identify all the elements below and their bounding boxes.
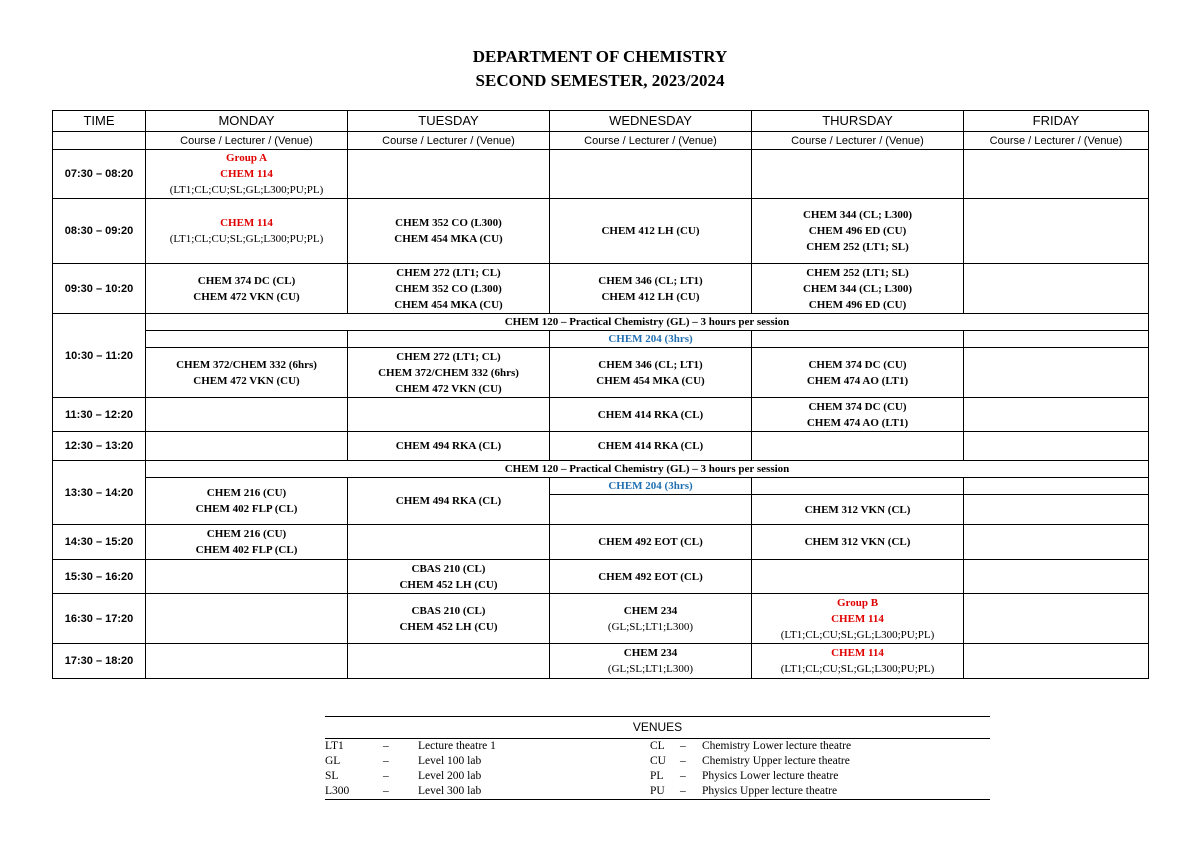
- course-line: CHEM 234: [623, 647, 678, 659]
- course-cell: [752, 199, 964, 264]
- course-line: CHEM 344 (CL; L300): [802, 209, 913, 221]
- empty-cell: [964, 495, 1149, 525]
- course-line: CBAS 210 (CL): [411, 604, 486, 617]
- course-line: CHEM 216 (CU): [206, 487, 287, 499]
- course-line: CHEM 454 MKA (CU): [394, 233, 503, 245]
- course-line: CHEM 452 LH (CU): [399, 578, 498, 591]
- course-cell: [752, 525, 964, 560]
- empty-cell: [964, 398, 1149, 432]
- col-header-wednesday: WEDNESDAY: [550, 111, 752, 132]
- course-line: CHEM 374 DC (CL): [197, 274, 296, 287]
- empty-cell: [550, 495, 752, 525]
- time-slot: 15:30 – 16:20: [53, 560, 146, 594]
- course-line: CHEM 374 DC (CU): [808, 400, 907, 413]
- course-line: CHEM 374 DC (CU): [808, 358, 907, 371]
- course-line: CHEM 492 EOT (CL): [598, 536, 703, 548]
- course-line: CHEM 474 AO (LT1): [806, 374, 909, 387]
- empty-cell: [964, 560, 1149, 594]
- empty-cell: [964, 199, 1149, 264]
- venue-dash: –: [680, 784, 702, 800]
- sub-header: Course / Lecturer / (Venue): [146, 132, 348, 150]
- course-line: CHEM 346 (CL; LT1): [598, 358, 703, 371]
- venue-dash: –: [680, 740, 686, 752]
- practical-banner: CHEM 120 – Practical Chemistry (GL) – 3 hours per session: [146, 314, 1149, 331]
- time-slot: 08:30 – 09:20: [53, 199, 146, 264]
- venue-dash: –: [383, 755, 389, 767]
- course-line: CHEM 312 VKN (CL): [804, 536, 911, 548]
- empty-cell: [964, 264, 1149, 314]
- group-label: Group B: [836, 596, 879, 609]
- course-line: CHEM 216 (CU): [206, 528, 287, 540]
- venue-code: PU: [650, 784, 680, 800]
- venue-name: Level 300 lab: [418, 784, 650, 800]
- practical-banner: CHEM 120 – Practical Chemistry (GL) – 3 hours per session: [146, 461, 1149, 478]
- course-line: CHEM 472 VKN (CU): [193, 374, 300, 387]
- course-cell: [348, 199, 550, 264]
- course-cell: [752, 264, 964, 314]
- course-cell: [348, 560, 550, 594]
- col-header-time: TIME: [53, 111, 146, 132]
- course-line: CHEM 454 MKA (CU): [596, 374, 705, 387]
- course-cell: [550, 644, 752, 679]
- course-cell: [146, 348, 348, 398]
- course-line: CHEM 494 RKA (CL): [395, 440, 502, 452]
- venue-list: (LT1;CL;CU;SL;GL;L300;PU;PL): [780, 628, 935, 641]
- course-line: CHEM 452 LH (CU): [399, 620, 498, 633]
- course-line: CHEM 234: [623, 604, 678, 617]
- course-cell: [752, 495, 964, 525]
- venue-list: (LT1;CL;CU;SL;GL;L300;PU;PL): [169, 184, 324, 196]
- venue-code: L300: [325, 784, 383, 800]
- time-slot: 13:30 – 14:20: [53, 461, 146, 525]
- time-slot: 11:30 – 12:20: [53, 398, 146, 432]
- course-cell: [550, 199, 752, 264]
- venue-name: Chemistry Upper lecture theatre: [702, 755, 850, 767]
- course-code: CHEM 114: [831, 647, 884, 659]
- sub-header: Course / Lecturer / (Venue): [752, 132, 964, 150]
- page-subtitle: SECOND SEMESTER, 2023/2024: [475, 71, 725, 90]
- sub-header: Course / Lecturer / (Venue): [964, 132, 1149, 150]
- course-line: CHEM 414 RKA (CL): [597, 440, 704, 452]
- course-cell: [550, 594, 752, 644]
- course-cell: [550, 348, 752, 398]
- course-line: CHEM 272 (LT1; CL): [396, 266, 501, 279]
- empty-cell: [752, 150, 964, 199]
- col-header-friday: FRIDAY: [964, 111, 1149, 132]
- venue-code: PL: [650, 770, 664, 782]
- empty-cell: [964, 525, 1149, 560]
- chem204-cell: CHEM 204 (3hrs): [550, 478, 752, 495]
- empty-cell: [348, 331, 550, 348]
- course-line: CHEM 492 EOT (CL): [598, 570, 703, 583]
- empty-cell: [146, 432, 348, 461]
- course-cell: [146, 525, 348, 560]
- course-line: CBAS 210 (CL): [411, 562, 486, 575]
- venues-title: VENUES: [325, 717, 990, 739]
- timetable: [52, 110, 1149, 679]
- course-cell: [752, 644, 964, 679]
- course-line: CHEM 372/CHEM 332 (6hrs): [378, 366, 519, 379]
- group-label: Group A: [225, 152, 268, 164]
- course-line: CHEM 496 ED (CU): [808, 225, 907, 237]
- course-cell: [146, 478, 348, 525]
- sub-header: Course / Lecturer / (Venue): [550, 132, 752, 150]
- empty-cell: [146, 594, 348, 644]
- course-code: CHEM 114: [220, 168, 273, 180]
- empty-cell: [964, 644, 1149, 679]
- course-line: CHEM 372/CHEM 332 (6hrs): [176, 358, 317, 371]
- course-cell: [146, 150, 348, 199]
- course-cell: [146, 199, 348, 264]
- course-cell: [348, 348, 550, 398]
- course-line: CHEM 352 CO (L300): [395, 217, 502, 229]
- course-code: CHEM 114: [831, 612, 884, 625]
- empty-cell: [752, 560, 964, 594]
- course-line: CHEM 272 (LT1; CL): [396, 350, 501, 363]
- venue-name: Chemistry Lower lecture theatre: [702, 740, 852, 752]
- course-line: CHEM 496 ED (CU): [808, 298, 907, 311]
- venue-name: Physics Lower lecture theatre: [702, 770, 839, 782]
- chem204-cell: CHEM 204 (3hrs): [550, 331, 752, 348]
- course-cell: [348, 594, 550, 644]
- col-header-monday: MONDAY: [146, 111, 348, 132]
- venue-list: (GL;SL;LT1;L300): [607, 663, 694, 675]
- course-line: CHEM 402 FLP (CL): [195, 544, 298, 556]
- venue-name: Level 100 lab: [418, 755, 482, 767]
- time-slot: 07:30 – 08:20: [53, 150, 146, 199]
- time-slot: 12:30 – 13:20: [53, 432, 146, 461]
- page-title: DEPARTMENT OF CHEMISTRY: [472, 47, 728, 66]
- course-cell: [550, 560, 752, 594]
- time-slot: 09:30 – 10:20: [53, 264, 146, 314]
- venue-dash: –: [383, 770, 389, 782]
- course-cell: [550, 432, 752, 461]
- course-line: CHEM 412 LH (CU): [601, 225, 700, 237]
- empty-cell: [348, 644, 550, 679]
- venue-dash: –: [680, 755, 686, 767]
- col-header-thursday: THURSDAY: [752, 111, 964, 132]
- course-line: CHEM 454 MKA (CU): [394, 298, 503, 311]
- venue-list: (LT1;CL;CU;SL;GL;L300;PU;PL): [780, 663, 935, 675]
- time-slot: 10:30 – 11:20: [53, 314, 146, 398]
- empty-cell: [348, 150, 550, 199]
- course-code: CHEM 114: [220, 217, 273, 229]
- course-line: CHEM 412 LH (CU): [601, 290, 700, 303]
- venue-code: SL: [325, 770, 339, 782]
- venues-legend: [325, 716, 990, 800]
- empty-cell: [752, 331, 964, 348]
- course-cell: [752, 348, 964, 398]
- empty-cell: [964, 348, 1149, 398]
- empty-cell: [146, 560, 348, 594]
- course-line: CHEM 494 RKA (CL): [395, 495, 502, 507]
- course-line: CHEM 346 (CL; LT1): [598, 274, 703, 287]
- course-line: CHEM 472 VKN (CU): [395, 382, 502, 395]
- empty-cell: [752, 432, 964, 461]
- empty-cell: [348, 525, 550, 560]
- course-cell: [348, 432, 550, 461]
- course-cell: [550, 525, 752, 560]
- course-cell: [752, 398, 964, 432]
- venue-code: CU: [650, 755, 666, 767]
- empty-cell: [964, 478, 1149, 495]
- course-line: CHEM 344 (CL; L300): [802, 282, 913, 295]
- course-line: CHEM 402 FLP (CL): [195, 503, 298, 515]
- col-header-tuesday: TUESDAY: [348, 111, 550, 132]
- venue-list: (GL;SL;LT1;L300): [607, 620, 694, 633]
- course-cell: [752, 594, 964, 644]
- course-line: CHEM 472 VKN (CU): [193, 290, 300, 303]
- venue-name: Level 200 lab: [418, 770, 482, 782]
- empty-cell: [964, 150, 1149, 199]
- course-line: CHEM 252 (LT1; SL): [806, 266, 909, 279]
- empty-cell: [348, 398, 550, 432]
- venue-list: (LT1;CL;CU;SL;GL;L300;PU;PL): [169, 233, 324, 245]
- time-slot: 16:30 – 17:20: [53, 594, 146, 644]
- empty-cell: [964, 432, 1149, 461]
- venue-code: GL: [325, 755, 341, 767]
- empty-cell: [550, 150, 752, 199]
- venue-name: Lecture theatre 1: [418, 740, 496, 752]
- venue-code: LT1: [325, 740, 344, 752]
- course-line: CHEM 414 RKA (CL): [597, 408, 704, 421]
- venue-name: Physics Upper lecture theatre: [702, 784, 990, 800]
- sub-header: Course / Lecturer / (Venue): [348, 132, 550, 150]
- course-cell: [146, 264, 348, 314]
- time-slot: 14:30 – 15:20: [53, 525, 146, 560]
- sub-header-empty: [53, 132, 146, 150]
- venue-code: CL: [650, 740, 665, 752]
- empty-cell: [146, 331, 348, 348]
- course-cell: [550, 398, 752, 432]
- empty-cell: [146, 398, 348, 432]
- course-line: CHEM 252 (LT1; SL): [806, 241, 909, 253]
- empty-cell: [964, 594, 1149, 644]
- course-line: CHEM 352 CO (L300): [395, 282, 502, 295]
- course-cell: [348, 478, 550, 525]
- empty-cell: [964, 331, 1149, 348]
- venue-dash: –: [383, 740, 389, 752]
- course-cell: [348, 264, 550, 314]
- course-line: CHEM 312 VKN (CL): [804, 503, 911, 516]
- empty-cell: [146, 644, 348, 679]
- venue-dash: –: [383, 784, 418, 800]
- course-cell: [550, 264, 752, 314]
- venue-dash: –: [680, 770, 686, 782]
- empty-cell: [752, 478, 964, 495]
- time-slot: 17:30 – 18:20: [53, 644, 146, 679]
- course-line: CHEM 474 AO (LT1): [806, 416, 909, 429]
